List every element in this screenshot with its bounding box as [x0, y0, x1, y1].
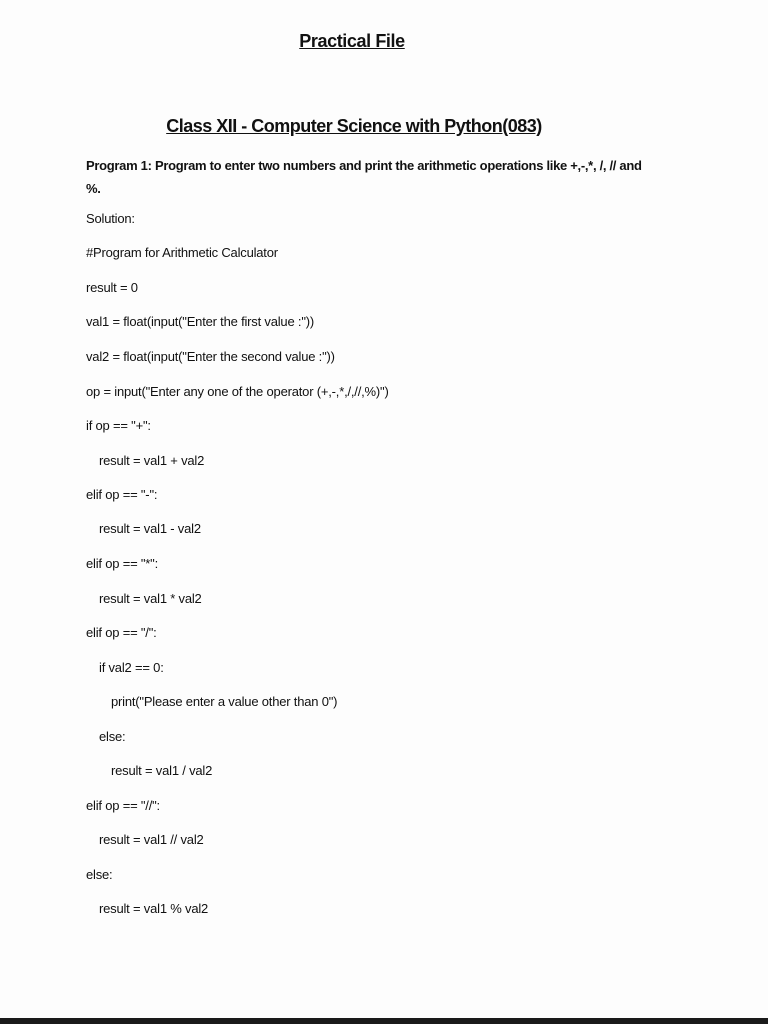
code-line: result = val1 / val2 — [111, 763, 213, 778]
code-line: result = val1 + val2 — [99, 453, 205, 468]
page-bottom-edge — [0, 1018, 768, 1024]
code-line: else: — [99, 729, 126, 744]
document-subtitle: Class XII - Computer Science with Python(083) — [166, 116, 542, 136]
code-line: result = 0 — [86, 280, 138, 295]
solution-label: Solution: — [86, 211, 135, 226]
code-line: print("Please enter a value other than 0") — [111, 694, 338, 709]
code-line: if val2 == 0: — [99, 660, 164, 675]
code-line: elif op == "/": — [86, 625, 157, 640]
code-line: result = val1 - val2 — [99, 521, 201, 536]
code-line: elif op == "-": — [86, 487, 158, 502]
code-line: result = val1 * val2 — [99, 591, 202, 606]
code-line: result = val1 // val2 — [99, 832, 204, 847]
code-line: val1 = float(input("Enter the first value :")) — [86, 314, 314, 329]
code-line: val2 = float(input("Enter the second value :")) — [86, 349, 335, 364]
program-heading: Program 1: Program to enter two numbers and print the arithmetic operations like +,-,*, /, // and %. — [86, 158, 642, 196]
code-line: if op == "+": — [86, 418, 151, 433]
code-line: result = val1 % val2 — [99, 901, 209, 916]
code-line: elif op == "*": — [86, 556, 158, 571]
code-line: else: — [86, 867, 113, 882]
document-title: Practical File — [299, 31, 405, 51]
code-line: elif op == "//": — [86, 798, 160, 813]
code-line: #Program for Arithmetic Calculator — [86, 245, 278, 260]
code-line: op = input("Enter any one of the operator (+,-,*,/,//,%)") — [86, 384, 389, 399]
